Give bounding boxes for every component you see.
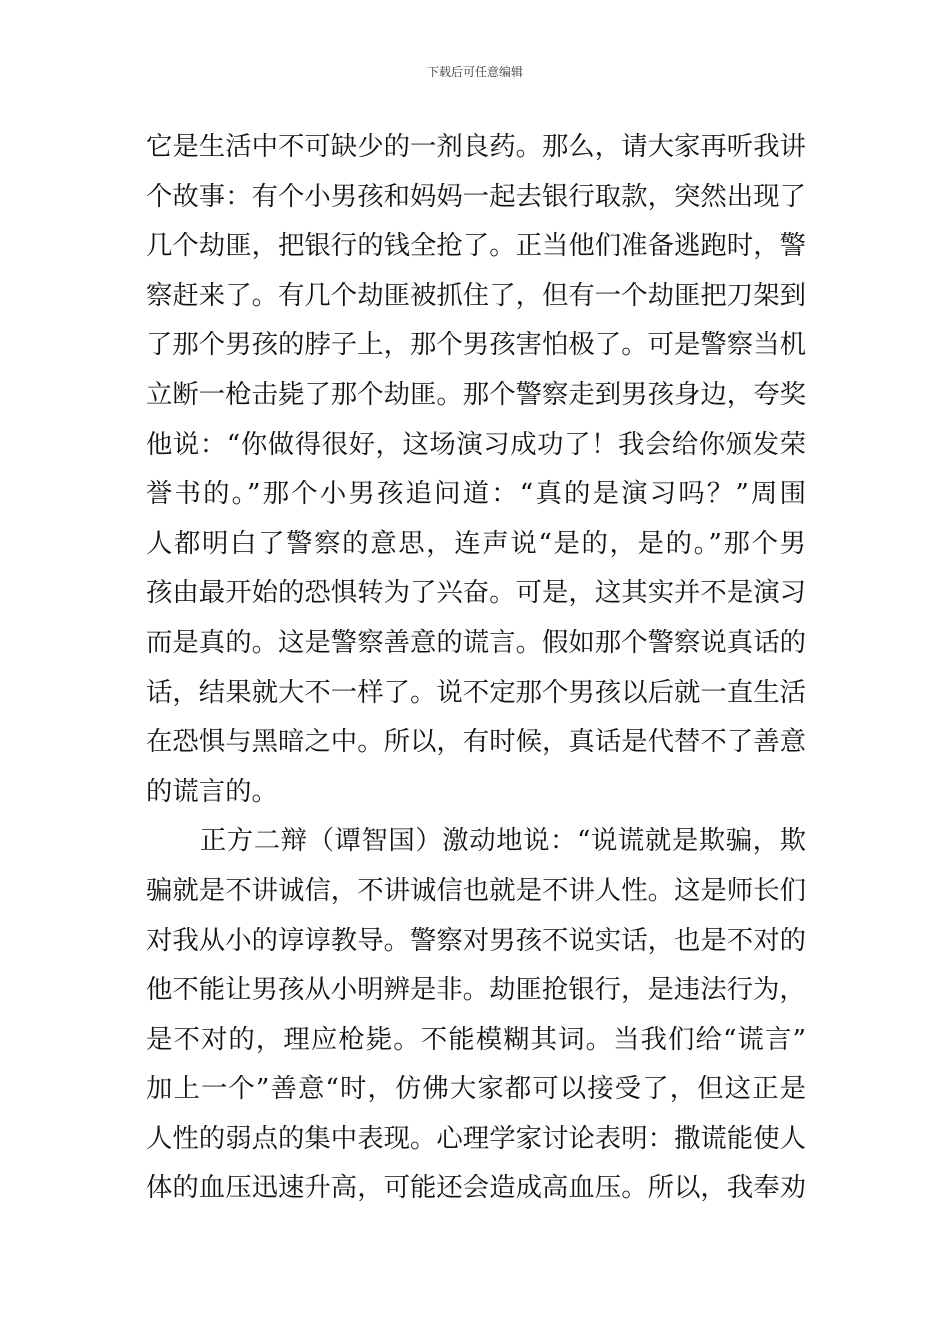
text-line: 的谎言的。 — [146, 775, 278, 807]
text-line: 正方二辩（谭智国）激动地说：“说谎就是欺骗，欺 — [146, 825, 806, 857]
page-header: 下载后可任意编辑 — [426, 65, 523, 79]
text-line: 立断一枪击毙了那个劫匪。那个警察走到男孩身边，夸奖 — [146, 378, 806, 410]
text-line: 人性的弱点的集中表现。心理学家讨论表明：撒谎能使人 — [146, 1122, 806, 1154]
text-line: 体的血压迅速升高，可能还会造成高血压。所以，我奉劝 — [146, 1172, 806, 1204]
text-line: 它是生活中不可缺少的一剂良药。那么，请大家再听我讲 — [146, 131, 806, 162]
text-line: 察赶来了。有几个劫匪被抓住了，但有一个劫匪把刀架到 — [146, 279, 806, 311]
text-line: 誉书的。”那个小男孩追问道：“真的是演习吗？”周围 — [146, 478, 806, 510]
text-line: 孩由最开始的恐惧转为了兴奋。可是，这其实并不是演习 — [146, 577, 806, 609]
text-line: 骗就是不讲诚信，不讲诚信也就是不讲人性。这是师长们 — [146, 874, 806, 906]
text-line: 是不对的，理应枪毙。不能模糊其词。当我们给“谎言” — [146, 1023, 806, 1055]
text-line: 话，结果就大不一样了。说不定那个男孩以后就一直生活 — [146, 676, 806, 708]
paragraph-1 — [146, 122, 806, 816]
text-line: 人都明白了警察的意思，连声说“是的，是的。”那个男 — [146, 527, 806, 559]
text-line: 而是真的。这是警察善意的谎言。假如那个警察说真话的 — [146, 626, 806, 658]
text-line: 他不能让男孩从小明辨是非。劫匪抢银行，是违法行为， — [146, 974, 806, 1006]
document-body — [146, 122, 806, 1213]
text-line: 他说：“你做得很好，这场演习成功了！我会给你颁发荣 — [146, 428, 806, 460]
text-line: 加上一个”善意“时，仿佛大家都可以接受了，但这正是 — [146, 1073, 806, 1105]
text-line: 在恐惧与黑暗之中。所以，有时候，真话是代替不了善意 — [146, 726, 806, 758]
text-line: 个故事：有个小男孩和妈妈一起去银行取款，突然出现了 — [146, 180, 806, 212]
text-line: 对我从小的谆谆教导。警察对男孩不说实话，也是不对的 — [146, 924, 806, 956]
text-line: 几个劫匪，把银行的钱全抢了。正当他们准备逃跑时，警 — [146, 230, 806, 262]
paragraph-2 — [146, 816, 806, 1213]
text-line: 了那个男孩的脖子上，那个男孩害怕极了。可是警察当机 — [146, 329, 806, 361]
